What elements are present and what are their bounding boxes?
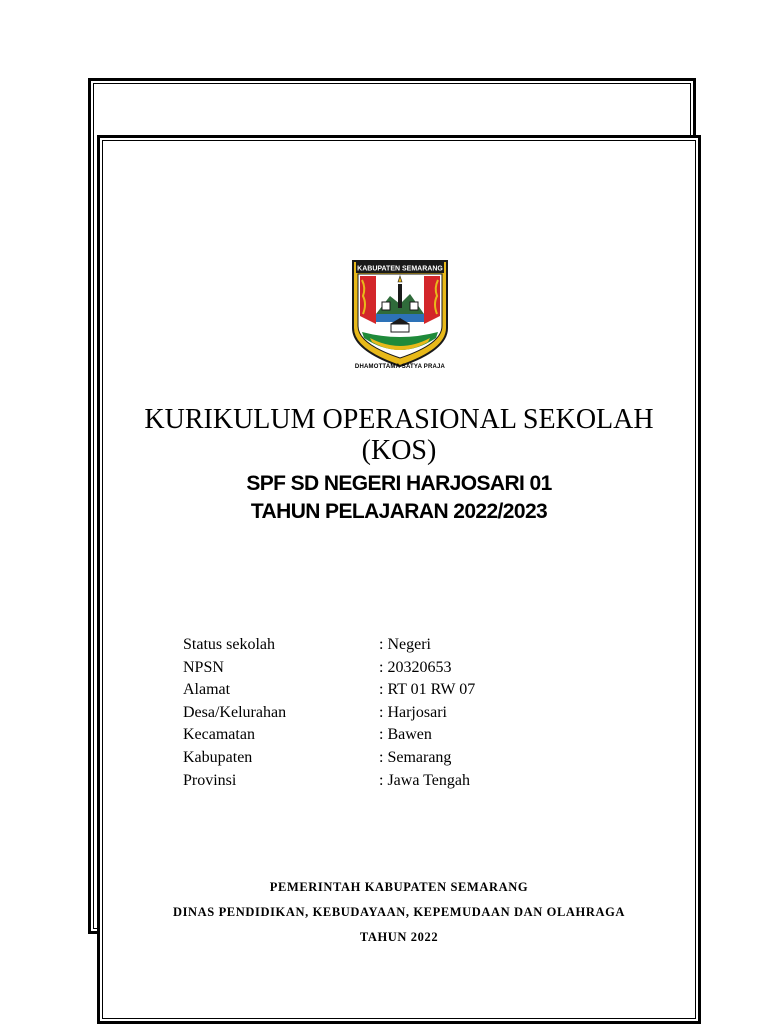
info-row xyxy=(183,747,579,770)
info-label: Alamat xyxy=(183,681,231,699)
info-value: : Jawa Tengah xyxy=(379,771,470,789)
info-label: Desa/Kelurahan xyxy=(183,703,287,721)
info-row xyxy=(183,634,579,657)
info-row xyxy=(183,679,579,702)
info-row xyxy=(183,770,579,793)
info-label: Provinsi xyxy=(183,771,237,789)
footer-government: PEMERINTAH KABUPATEN SEMARANG xyxy=(269,880,529,894)
info-label: Kabupaten xyxy=(183,748,253,766)
info-value: : RT 01 RW 07 xyxy=(379,681,476,699)
document-title-abbreviation: (KOS) xyxy=(361,435,437,466)
document-title: KURIKULUM OPERASIONAL SEKOLAH xyxy=(144,404,654,435)
info-label: Kecamatan xyxy=(183,726,255,744)
academic-year: TAHUN PELAJARAN 2022/2023 xyxy=(250,500,548,523)
info-label: Status sekolah xyxy=(183,636,275,653)
school-info-table xyxy=(183,634,579,792)
info-value: : Harjosari xyxy=(379,703,447,721)
info-label: NPSN xyxy=(183,658,224,676)
info-value: : 20320653 xyxy=(379,658,452,676)
info-value: : Bawen xyxy=(379,726,432,744)
emblem-banner: KABUPATEN SEMARANG xyxy=(357,265,443,273)
info-value: : Semarang xyxy=(379,748,452,766)
info-value: : Negeri xyxy=(379,636,431,653)
footer-year: TAHUN 2022 xyxy=(359,930,439,944)
kabupaten-semarang-emblem-icon xyxy=(350,258,450,370)
info-row xyxy=(183,657,579,680)
info-row xyxy=(183,724,579,747)
school-name: SPF SD NEGERI HARJOSARI 01 xyxy=(246,472,552,495)
footer-department: DINAS PENDIDIKAN, KEBUDAYAAN, KEPEMUDAAN DAN OLAHRAGA xyxy=(172,905,626,919)
emblem-motto: DHAMOTTAMA SATYA PRAJA xyxy=(354,364,446,370)
info-row xyxy=(183,702,579,725)
